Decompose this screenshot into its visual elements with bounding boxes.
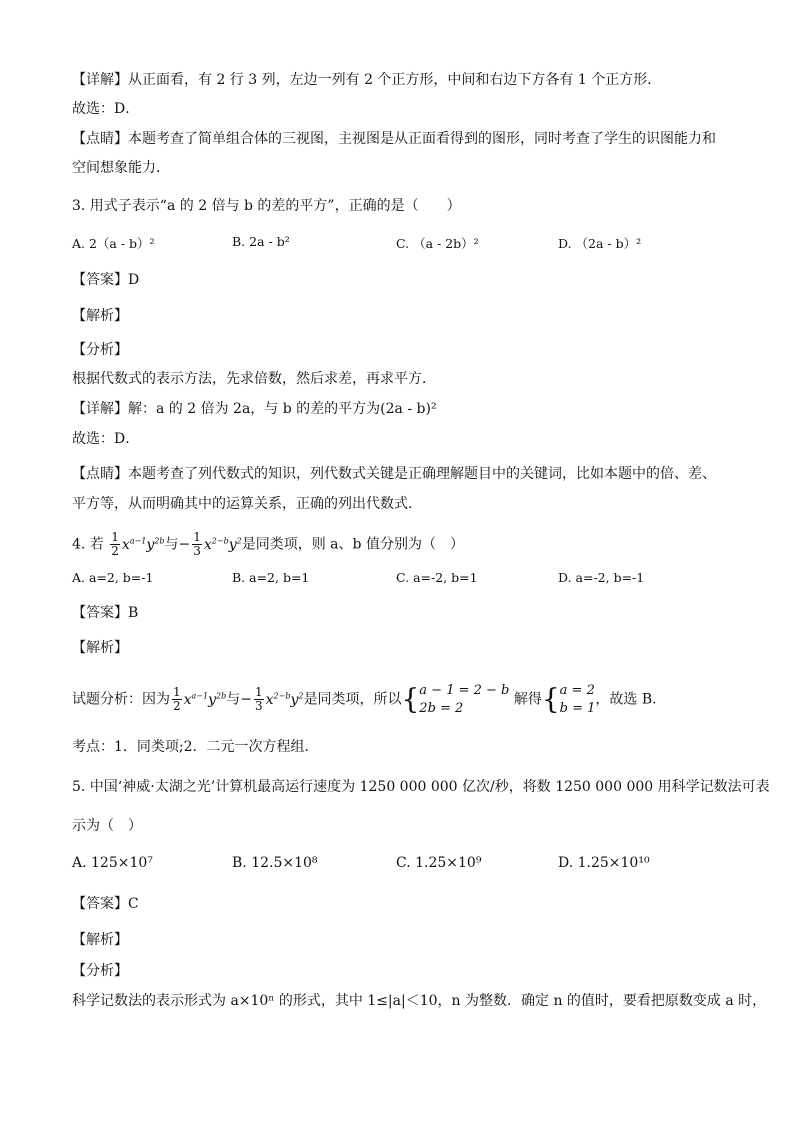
brace-symbol: {	[401, 682, 420, 716]
equation-2: 2b = 2	[419, 700, 464, 716]
q3-detail: 【详解】解：a 的 2 倍为 2a，与 b 的差的平方为(2a - b)²	[72, 401, 437, 417]
q3-option-b: B. 2a - b²	[232, 234, 290, 249]
q4-answer: 【答案】B	[72, 605, 139, 621]
fraction-third: $\frac{1}{3}$	[254, 685, 263, 714]
equation-1: a − 1 = 2 − b	[419, 682, 510, 698]
equation-system	[419, 682, 509, 718]
term-2: $x^{2-b}y^2$	[265, 691, 304, 708]
term-1: $x^{a-1}y^{2b}$	[183, 691, 227, 708]
q5-option-d: D. 1.25×10¹⁰	[558, 855, 650, 871]
choose-1: 故选：D．	[72, 101, 140, 117]
q5-option-a: A. 125×10⁷	[72, 855, 153, 871]
q5-option-c: C. 1.25×10⁹	[396, 855, 482, 871]
q3-option-d: D. （2a - b）²	[558, 236, 642, 251]
q5-stem-b: 示为（ ）	[72, 818, 142, 834]
result-1: a = 2	[559, 682, 595, 698]
comment-1b: 空间想象能力．	[72, 160, 170, 176]
q4-option-a: A. a=2, b=-1	[72, 570, 154, 585]
brace-symbol: {	[541, 682, 560, 716]
q3-fenxi: 【分析】	[72, 342, 128, 358]
q4-sol-mid: 与−	[226, 691, 252, 708]
result-2: b = 1	[559, 700, 596, 716]
q4-analysis: 【解析】	[72, 640, 128, 656]
fraction-third: $\frac{1}{3}$	[193, 530, 201, 559]
q4-option-c: C. a=-2, b=1	[396, 570, 478, 585]
q4-stem-prefix: 4. 若	[72, 536, 104, 553]
q5-fenxi-text: 科学记数法的表示形式为 a×10ⁿ 的形式，其中 1≤|a|＜10，n 为整数．确定 n 的值时，要看把原数变成 a 时，	[72, 993, 767, 1009]
q3-comment-a: 【点睛】本题考查了列代数式的知识，列代数式关键是正确理解题目中的关键词，比如本题中的倍、差、	[72, 466, 716, 482]
q4-stem	[72, 526, 464, 559]
q4-kaodian: 考点：1．同类项;2．二元一次方程组．	[72, 739, 319, 755]
q4-stem-mid: 与−	[164, 536, 191, 553]
q5-fenxi: 【分析】	[72, 963, 128, 979]
term-2: $x^{2-b}y^2$	[203, 536, 242, 553]
fraction-half: $\frac{1}{2}$	[173, 685, 181, 714]
q5-option-b: B. 12.5×10⁸	[232, 855, 318, 871]
q3-fenxi-text: 根据代数式的表示方法，先求倍数，然后求差，再求平方．	[72, 371, 436, 387]
q5-analysis: 【解析】	[72, 932, 128, 948]
q4-option-b: B. a=2, b=1	[232, 570, 310, 585]
detail-1: 【详解】从正面看，有 2 行 3 列，左边一列有 2 个正方形，中间和右边下方各有 1 个正方形．	[72, 72, 662, 88]
q4-stem-suffix: 是同类项，则 a、b 值分别为（ ）	[241, 536, 464, 553]
q4-solution	[72, 674, 666, 718]
q3-analysis: 【解析】	[72, 308, 128, 324]
q3-comment-b: 平方等，从而明确其中的运算关系，正确的列出代数式．	[72, 496, 422, 512]
q4-option-d: D. a=-2, b=-1	[558, 570, 645, 585]
comment-1a: 【点睛】本题考查了简单组合体的三视图，主视图是从正面看得到的图形，同时考查了学生的识图能力和	[72, 131, 716, 147]
term-1: $x^{a-1}y^{2b}$	[121, 536, 165, 553]
q4-sol-suffix1: 是同类项，所以	[303, 691, 402, 708]
q4-sol-end: ，故选 B．	[595, 691, 667, 708]
q3-option-c: C. （a - 2b）²	[396, 236, 479, 251]
q5-answer: 【答案】C	[72, 896, 139, 912]
q4-sol-prefix: 试题分析：因为	[72, 691, 170, 708]
q5-stem-a: 5. 中国‘神威·太湖之光’计算机最高运行速度为 1250 000 000 亿次/秒，将数 1250 000 000 用科学记数法可表	[72, 779, 770, 795]
q3-answer: 【答案】D	[72, 272, 140, 288]
q3-choose: 故选：D．	[72, 431, 140, 447]
q3-option-a: A. 2（a - b）²	[72, 236, 155, 251]
q3-stem: 3. 用式子表示“a 的 2 倍与 b 的差的平方”，正确的是（ ）	[72, 198, 461, 214]
q4-sol-suffix2: 解得	[513, 691, 542, 708]
fraction-half: $\frac{1}{2}$	[111, 530, 119, 559]
result-system	[560, 682, 596, 718]
